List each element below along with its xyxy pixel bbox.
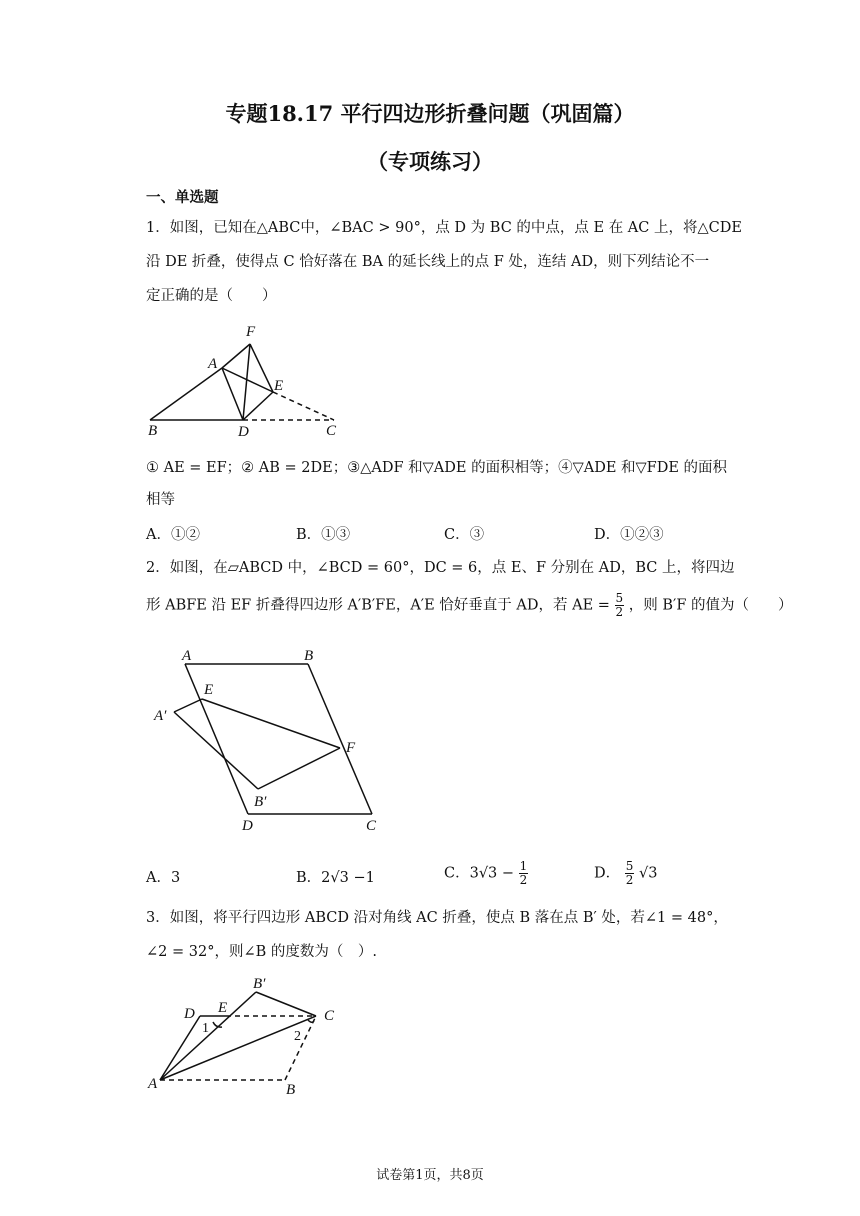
question-1-statements-2: 相等 bbox=[146, 492, 175, 508]
question-2-text-2b: ，则 B′F 的值为（ ） bbox=[628, 597, 793, 614]
fraction-c bbox=[519, 860, 529, 887]
page-subtitle: （专项练习） bbox=[367, 149, 493, 174]
question-3-line-1 bbox=[146, 908, 728, 928]
question-2-text-1: 如图，在▱ABCD 中，∠BCD = 60°，DC = 6，点 E、F 分别在 AD，BC 上，将四边 bbox=[169, 560, 735, 576]
page-footer: 试卷第1页，共8页 bbox=[376, 1168, 484, 1183]
question-1-line-1 bbox=[146, 218, 742, 238]
question-2-text-2a: 形 ABFE 沿 EF 折叠得四边形 A′B′FE，A′E 恰好垂直于 AD，若 AE = bbox=[146, 597, 610, 614]
label-B: B bbox=[286, 1082, 296, 1098]
question-2-option-b[interactable]: B．2√3 −1 bbox=[296, 870, 375, 886]
question-2-line-2 bbox=[146, 592, 793, 619]
figure-q2 bbox=[150, 644, 390, 836]
label-D: D bbox=[238, 424, 249, 440]
question-1-line-3: 定正确的是（ ） bbox=[146, 288, 277, 304]
question-1-number: 1． bbox=[146, 220, 170, 236]
label-F: F bbox=[246, 324, 256, 340]
figure-q1 bbox=[140, 318, 360, 440]
question-1-statements-1: ① AE = EF；② AB = 2DE；③△ADF 和▽ADE 的面积相等；④▽ADE 和▽FDE 的面积 bbox=[146, 460, 728, 476]
fraction-ae-den: 2 bbox=[615, 605, 624, 619]
fraction-c-num: 1 bbox=[519, 859, 528, 873]
question-3-line-2: ∠2 = 32°，则∠B 的度数为（ ）. bbox=[146, 944, 377, 960]
fraction-c-den: 2 bbox=[519, 873, 528, 887]
question-1-line-2: 沿 DE 折叠，使得点 C 恰好落在 BA 的延长线上的点 F 处，连结 AD，则下列结论不一 bbox=[146, 254, 710, 270]
question-2-number: 2． bbox=[146, 560, 170, 576]
question-1-text-1: 如图，已知在△ABC中，∠BAC > 90°，点 D 为 BC 的中点，点 E 在 AC 上，将△CDE bbox=[169, 220, 742, 236]
label-E: E bbox=[204, 682, 214, 698]
question-1-option-d[interactable]: D．①②③ bbox=[594, 527, 664, 543]
question-3-number: 3． bbox=[146, 910, 170, 926]
figure-q3 bbox=[140, 972, 360, 1100]
label-C: C bbox=[366, 818, 377, 834]
label-C: C bbox=[324, 1008, 335, 1024]
question-2-option-d-after: √3 bbox=[639, 865, 658, 882]
question-1-option-b[interactable]: B．①③ bbox=[296, 527, 351, 543]
question-3-text-1: 如图，将平行四边形 ABCD 沿对角线 AC 折叠，使点 B 落在点 B′ 处，若∠1 = 48°， bbox=[169, 910, 728, 926]
label-angle-2: 2 bbox=[294, 1029, 301, 1044]
fraction-ae bbox=[615, 592, 625, 619]
label-E: E bbox=[274, 378, 284, 394]
label-angle-1: 1 bbox=[202, 1021, 209, 1036]
label-D: D bbox=[184, 1006, 195, 1022]
fraction-d-den: 2 bbox=[625, 873, 634, 887]
question-2-option-a[interactable]: A．3 bbox=[146, 870, 181, 886]
label-F: F bbox=[346, 740, 356, 756]
question-2-option-c-text: C．3√3 − bbox=[444, 865, 515, 882]
question-2-option-c[interactable] bbox=[444, 860, 528, 887]
label-A-prime: A′ bbox=[154, 708, 167, 724]
question-1-option-c[interactable]: C．③ bbox=[444, 527, 485, 543]
label-B-prime: B′ bbox=[253, 976, 266, 992]
question-2-option-d-label: D． bbox=[594, 865, 621, 882]
question-1-option-a[interactable]: A．①② bbox=[146, 527, 200, 543]
question-2-line-1 bbox=[146, 558, 734, 578]
label-A: A bbox=[182, 648, 192, 664]
question-2-option-d[interactable] bbox=[594, 860, 657, 887]
label-C: C bbox=[326, 423, 337, 439]
label-B: B bbox=[148, 423, 158, 439]
label-A: A bbox=[208, 356, 218, 372]
section-title: 一、单选题 bbox=[146, 190, 219, 206]
label-A: A bbox=[148, 1076, 158, 1092]
fraction-ae-num: 5 bbox=[615, 591, 624, 605]
label-B-prime: B′ bbox=[254, 794, 267, 810]
label-B: B bbox=[304, 648, 314, 664]
label-D: D bbox=[242, 818, 253, 834]
page-title: 专题18.17 平行四边形折叠问题（巩固篇） bbox=[225, 101, 635, 126]
label-E: E bbox=[218, 1000, 228, 1016]
fraction-d bbox=[625, 860, 635, 887]
fraction-d-num: 5 bbox=[625, 859, 634, 873]
